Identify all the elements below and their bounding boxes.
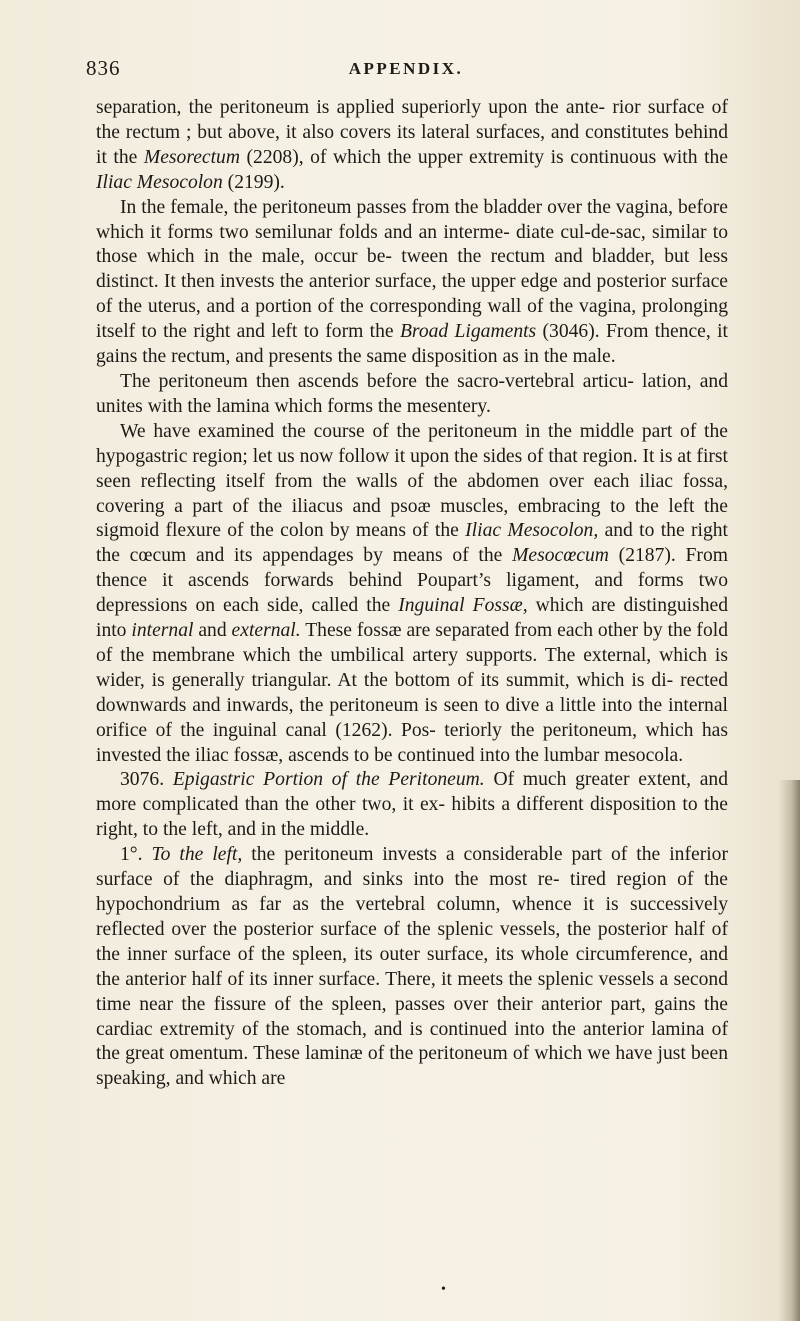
text-segment: 1°. <box>120 844 152 866</box>
text-segment: In the female, the peritoneum passes from the bladder over the vagina, before which it forms two semilunar folds and an interme- diate cul-de-sac, similar to those which in the male, occur be- tween the rectum and bladder, but less distinct. It then invests the anterior surface, the upper edge and posterior surface of the uterus, and a portion of the corresponding wall of the vagina, prolonging itself to the right and left to form the <box>96 196 728 343</box>
footer-mark: • <box>441 1282 446 1297</box>
paragraph <box>96 843 728 1092</box>
italic-text: Epigastric Portion of the Peritoneum. <box>172 769 485 791</box>
page-header <box>86 56 726 86</box>
italic-text: To the left, <box>151 844 243 866</box>
italic-text: Inguinal Fossæ, <box>398 595 528 617</box>
text-segment: (2187). From thence it ascends forwards behind Poupart’s ligament, and forms two depressions on each side, called the <box>96 545 728 617</box>
text-segment: (2199). <box>222 171 285 193</box>
italic-text: Broad Ligaments <box>399 321 537 343</box>
paragraph <box>96 420 728 769</box>
paragraph <box>96 370 728 420</box>
page-edge-shadow <box>778 780 800 1321</box>
text-segment: and <box>193 620 232 642</box>
paragraph <box>96 768 728 843</box>
italic-text: Iliac Mesocolon <box>96 171 223 193</box>
text-segment: the peritoneum invests a considerable part of the inferior surface of the diaphragm, and sinks into the most re- tired region of the hypochondrium as far as the vertebral column, whence it is successively reflected over the posterior surface of the splenic vessels, the posterior half of the inner surface of the spleen, its outer surface, its whole circumference, and the anterior half of its inner surface. There, it meets the splenic vessels a second time near the fissure of the spleen, passes over their anterior part, gains the cardiac extremity of the stomach, and is continued into the anterior lamina of the great omentum. These laminæ of the peritoneum of which we have just been speaking, and which are <box>96 844 728 1090</box>
italic-text: Mesocœcum <box>512 545 609 567</box>
text-segment: We have examined the course of the peritoneum in the middle part of the hypogastric region; let us now follow it upon the sides of that region. It is at first seen reflecting itself from the walls of the abdomen over each iliac fossa, covering a part of the iliacus and psoæ muscles, embracing to the left the sigmoid flexure of the colon by means of the <box>96 420 728 542</box>
text-segment: separation, the peritoneum is applied superiorly upon the ante- rior surface of the rectum ; but above, it also covers its lateral surfaces, and constitutes behind it the <box>96 97 728 168</box>
text-segment: These fossæ are separated from each other by the fold of the membrane which the umbilical artery supports. The external, which is wider, is generally triangular. At the bottom of its summit, which is di- rected downwards and inwards, the peritoneum is seen to dive a little into the internal orifice of the inguinal canal (1262). Pos- teriorly the peritoneum, which has invested the iliac fossæ, ascends to be continued into the lumbar mesocola. <box>96 620 728 766</box>
text-segment: The peritoneum then ascends before the sacro-vertebral articu- lation, and unites with the lamina which forms the mesentery. <box>96 370 728 417</box>
italic-text: Iliac Mesocolon, <box>465 520 599 542</box>
text-segment: (2208), of which the upper extremity is continuous with the <box>240 146 729 168</box>
running-head: APPENDIX. <box>348 59 464 78</box>
text-segment: Of much greater extent, and more complicated than the other two, it ex- hibits a different disposition to the right, to the left, and in the middle. <box>96 769 728 841</box>
text-segment: 3076. <box>120 769 173 791</box>
italic-text: external. <box>231 620 301 642</box>
italic-text: internal <box>131 620 194 642</box>
text-segment: and to the right the cœcum and its appendages by means of the <box>96 520 728 567</box>
italic-text: Mesorectum <box>143 146 240 168</box>
page-number: 836 <box>86 56 121 80</box>
body-text <box>96 96 728 1092</box>
paragraph <box>96 196 728 370</box>
text-segment: which are distinguished into <box>96 595 728 642</box>
text-segment: (3046). From thence, it gains the rectum, and presents the same disposition as in the male. <box>96 321 728 368</box>
paragraph <box>96 96 728 196</box>
